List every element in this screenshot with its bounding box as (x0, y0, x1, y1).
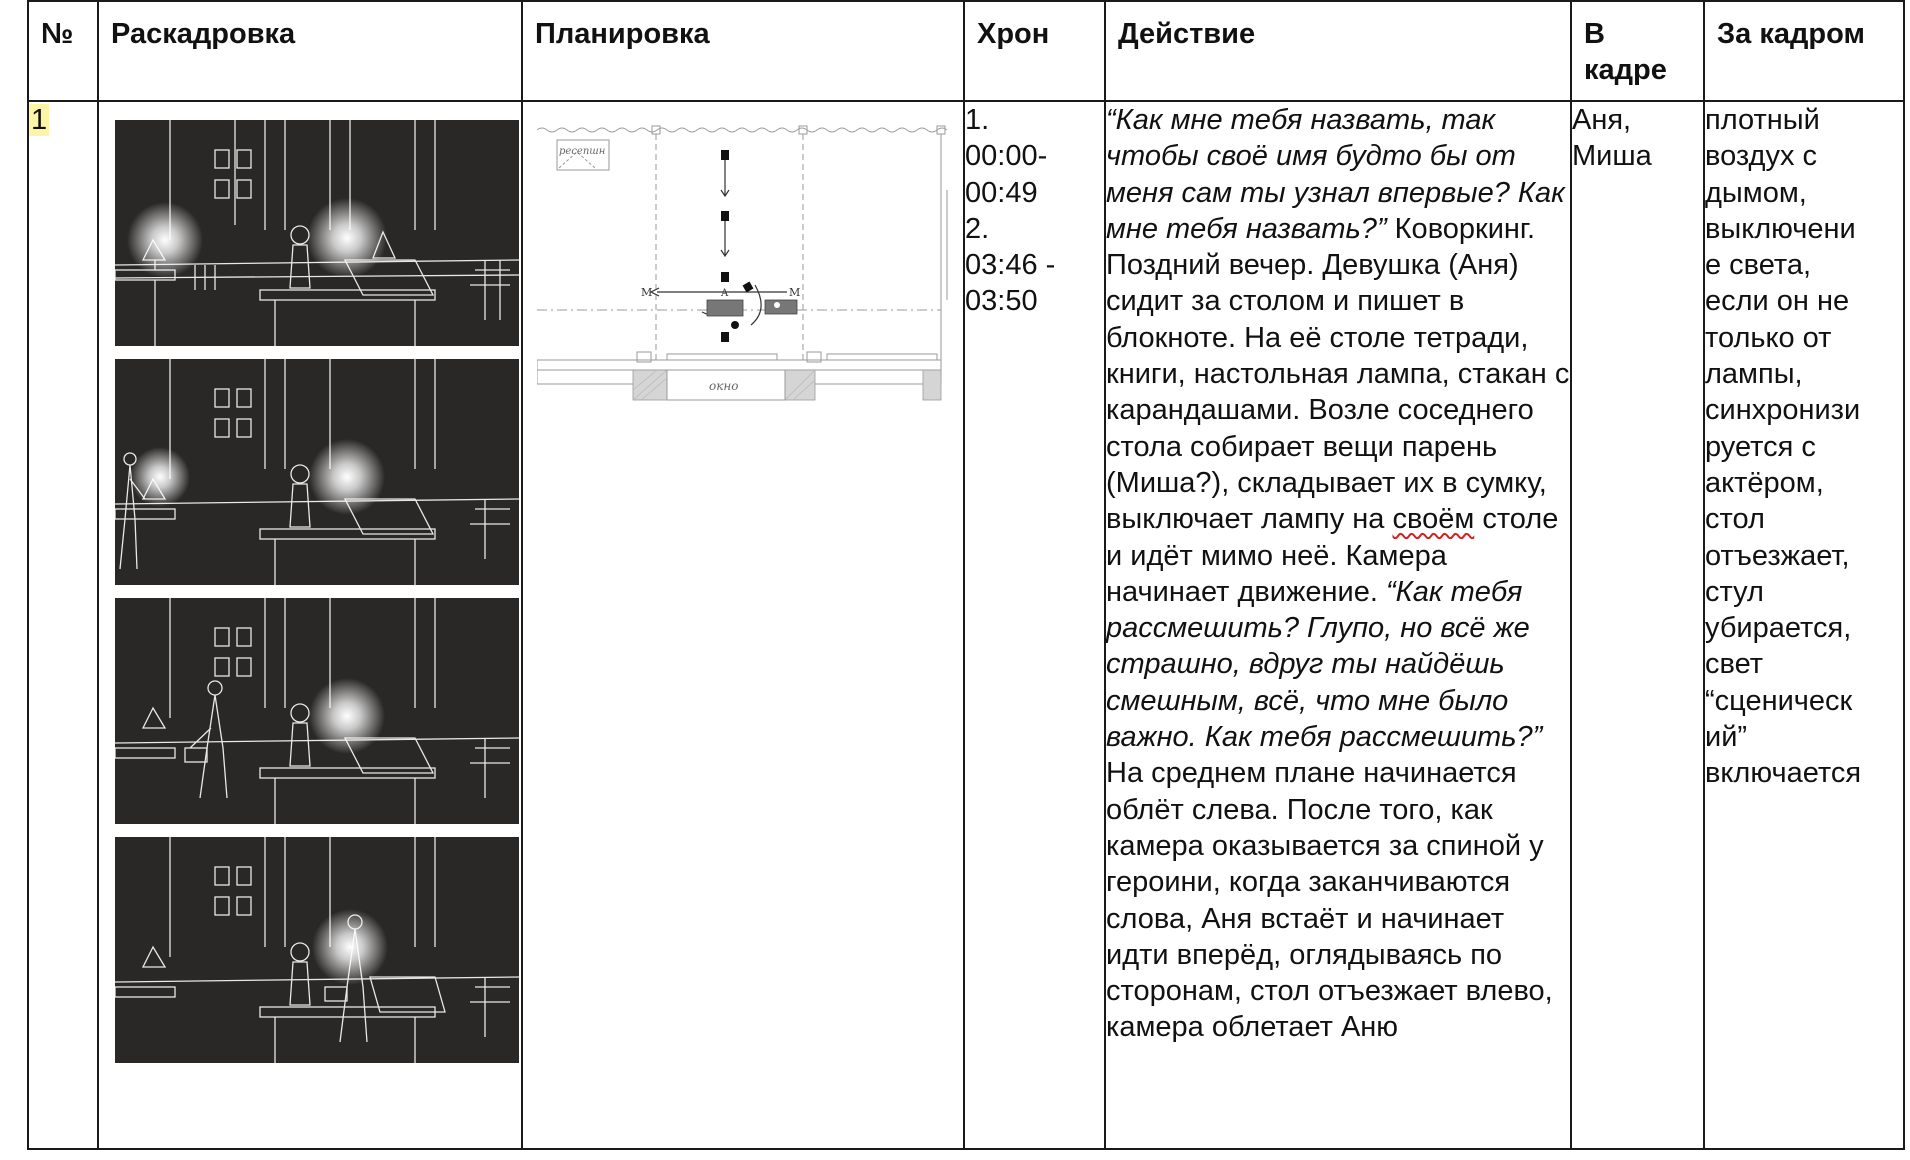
action-spellcheck-word[interactable]: своём (1392, 503, 1475, 536)
row-num-cell (28, 101, 98, 1149)
action-text-1: Коворкинг. Поздний вечер. Девушка (Аня) сидит за столом и пишет в блокноте. На её столе тетради, книги, настольная лампа, стакан с карандашами. Возле соседнего стола собирает вещи парень (Миша?), складывает их в сумку, выключает лампу на (1106, 212, 1570, 536)
action-lyrics-2: “Как тебя рассмешить? Глупо, но всё же страшно, вдруг ты найдёшь смешным, всё, что мне было важно. Как тебя рассмешить?” (1106, 575, 1543, 754)
chron-cell: 1. 00:00- 00:49 2. 03:46 - 03:50 (964, 101, 1105, 1149)
header-action: Действие (1105, 1, 1571, 101)
plan-label-window: окно (709, 379, 739, 393)
header-off-frame: За кадром (1704, 1, 1904, 101)
storyboard-frame-2 (115, 359, 519, 585)
plan-marker-m-left: M (641, 286, 653, 299)
table-row (28, 101, 1904, 1149)
storyboard-frame-1 (115, 120, 519, 346)
action-text-3: На среднем плане начинается облёт слева. После того, как камера оказывается за спиной у героини, когда заканчиваются слова, Аня встаёт и начинает идти вперёд, оглядываясь по сторонам, стол отъезжает влево, камера облетает Аню (1106, 757, 1553, 1044)
header-num: № (28, 1, 98, 101)
storyboard-frame-3 (115, 598, 519, 824)
row-number[interactable]: 1 (31, 104, 48, 136)
action-text-2: столе и идёт мимо неё. Камера начинает движение. (1106, 503, 1559, 608)
action-cell (1105, 101, 1571, 1149)
header-storyboard: Раскадровка (98, 1, 522, 101)
plan-label-reception: ресепшн (559, 146, 606, 157)
off-frame-cell: плотный воздух с дымом, выключени е света, если он не только от лампы, синхронизи руется с актёром, стол отъезжает, стул убирается, свет “сценическ ий” включается (1704, 101, 1904, 1149)
header-row (28, 1, 1904, 101)
header-in-frame: В кадре (1571, 1, 1704, 101)
header-plan: Планировка (522, 1, 964, 101)
storyboard-frame-4 (115, 837, 519, 1063)
plan-marker-a: A (721, 288, 729, 299)
storyboard-cell (98, 101, 522, 1149)
storyboard-table (27, 0, 1905, 1150)
in-frame-cell: Аня, Миша (1571, 101, 1704, 1149)
header-chron: Хрон (964, 1, 1105, 101)
action-lyrics-1: “Как мне тебя назвать, так чтобы своё имя будто бы от меня сам ты узнал впервые? Как мне тебя назвать?” (1106, 104, 1565, 245)
plan-cell (522, 101, 964, 1149)
floor-plan-diagram (537, 120, 951, 410)
plan-marker-m-right: M (789, 286, 801, 299)
